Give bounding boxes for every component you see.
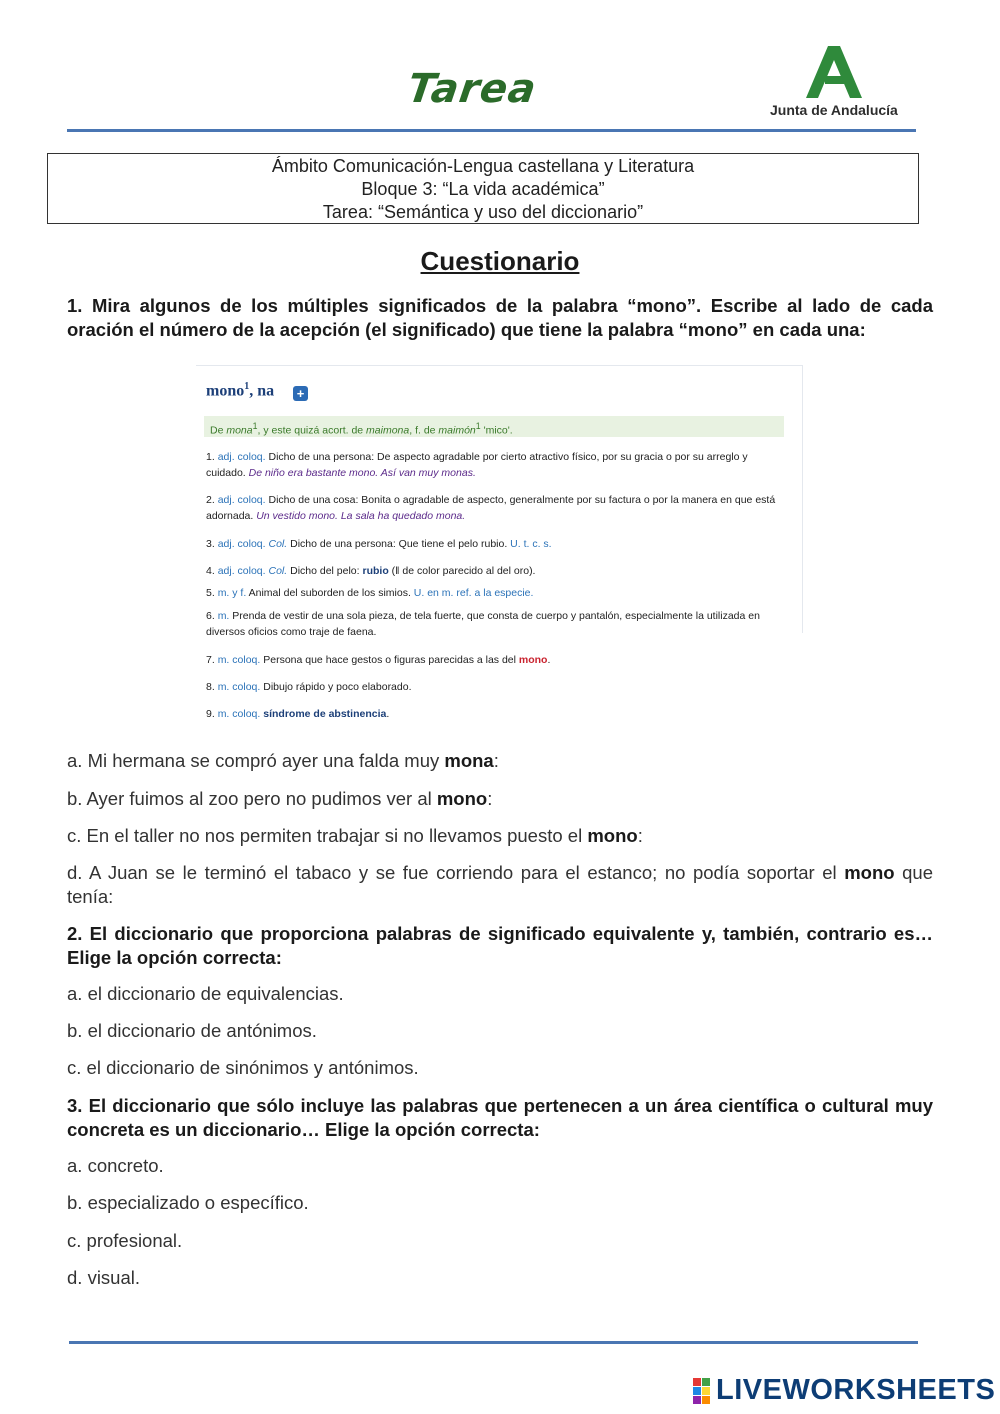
q1-option-a: a. Mi hermana se compró ayer una falda muy mona: [67, 750, 499, 771]
info-box [47, 153, 919, 224]
dictionary-etymology: De mona$^1$, y este quizá acort. de maimona, f. de maimón$^1$ 'mico'. [204, 416, 784, 437]
q3-option-b: b. especializado o específico. [67, 1192, 309, 1213]
dictionary-sense-7: 7. m. coloq. Persona que hace gestos o figuras parecidas a las del mono. [206, 654, 551, 666]
q2-option-b: b. el diccionario de antónimos. [67, 1020, 317, 1041]
dictionary-entry-figure [196, 365, 802, 725]
junta-logo [770, 44, 910, 124]
info-box-line2: Bloque 3: “La vida académica” [361, 179, 605, 199]
q3-option-c: c. profesional. [67, 1230, 183, 1251]
dictionary-sense-5: 5. m. y f. Animal del suborden de los simios. U. en m. ref. a la especie. [206, 587, 534, 599]
dictionary-sense-1: 1. adj. coloq. Dicho de una persona: De aspecto agradable por cierto atractivo físico, por su gracia o por su arreglo y cuidado. De niño era bastante mono. Así van muy monas. [206, 451, 748, 479]
question-3: 3. El diccionario que sólo incluye las palabras que pertenecen a un área científica o cultural muy concreta es un diccionario… Elige la opción correcta: [67, 1095, 933, 1140]
liveworksheets-brand[interactable]: LIVEWORKSHEETS [716, 1374, 996, 1406]
q1-option-b: b. Ayer fuimos al zoo pero no pudimos ver al mono: [67, 788, 493, 809]
dictionary-sense-9: 9. m. coloq. síndrome de abstinencia. [206, 708, 390, 720]
q3-option-d: d. visual. [67, 1267, 141, 1288]
q1-option-d: d. A Juan se le terminó el tabaco y se fue corriendo para el estanco; no podía soportar el mono que tenía: [67, 862, 933, 907]
dictionary-sense-4: 4. adj. coloq. Col. Dicho del pelo: rubio (‖ de color parecido al del oro). [206, 565, 536, 577]
dictionary-sense-2: 2. adj. coloq. Dicho de una cosa: Bonita o agradable de aspecto, generalmente por su factura o por la manera en que está adornada. Un vestido mono. La sala ha quedado mona. [206, 494, 776, 522]
dictionary-sense-8: 8. m. coloq. Dibujo rápido y poco elaborado. [206, 681, 412, 693]
q2-option-c: c. el diccionario de sinónimos y antónimos. [67, 1057, 419, 1078]
info-box-line1: Ámbito Comunicación-Lengua castellana y Literatura [271, 156, 695, 176]
junta-logo-icon [802, 44, 866, 100]
junta-logo-text: Junta de Andalucía [770, 102, 898, 118]
dictionary-sense-3: 3. adj. coloq. Col. Dicho de una persona: Que tiene el pelo rubio. U. t. c. s. [206, 538, 552, 550]
dictionary-headword: mono$^1$, na [206, 381, 275, 400]
question-1: 1. Mira algunos de los múltiples significados de la palabra “mono”. Escribe al lado de cada oración el número de la acepción (el significado) que tiene la palabra “mono” en cada una: [67, 295, 933, 340]
dictionary-sense-6: 6. m. Prenda de vestir de una sola pieza, de tela fuerte, que consta de cuerpo y pantalón, especialmente la utilizada en diversos oficios como traje de faena. [206, 610, 760, 638]
header-divider [67, 129, 916, 132]
footer-divider [69, 1341, 918, 1344]
info-box-line3: Tarea: “Semántica y uso del diccionario” [322, 202, 644, 222]
q1-option-c: c. En el taller no nos permiten trabajar si no llevamos puesto el mono: [67, 825, 643, 846]
expand-plus-icon[interactable]: + [293, 386, 308, 401]
liveworksheets-logo-icon [693, 1378, 711, 1404]
worksheet-title: Tarea [404, 66, 540, 112]
q3-option-a: a. concreto. [67, 1155, 164, 1176]
question-2: 2. El diccionario que proporciona palabras de significado equivalente y, también, contrario es… Elige la opción correcta: [67, 923, 933, 968]
q2-option-a: a. el diccionario de equivalencias. [67, 983, 344, 1004]
page-title: Cuestionario [420, 246, 580, 276]
